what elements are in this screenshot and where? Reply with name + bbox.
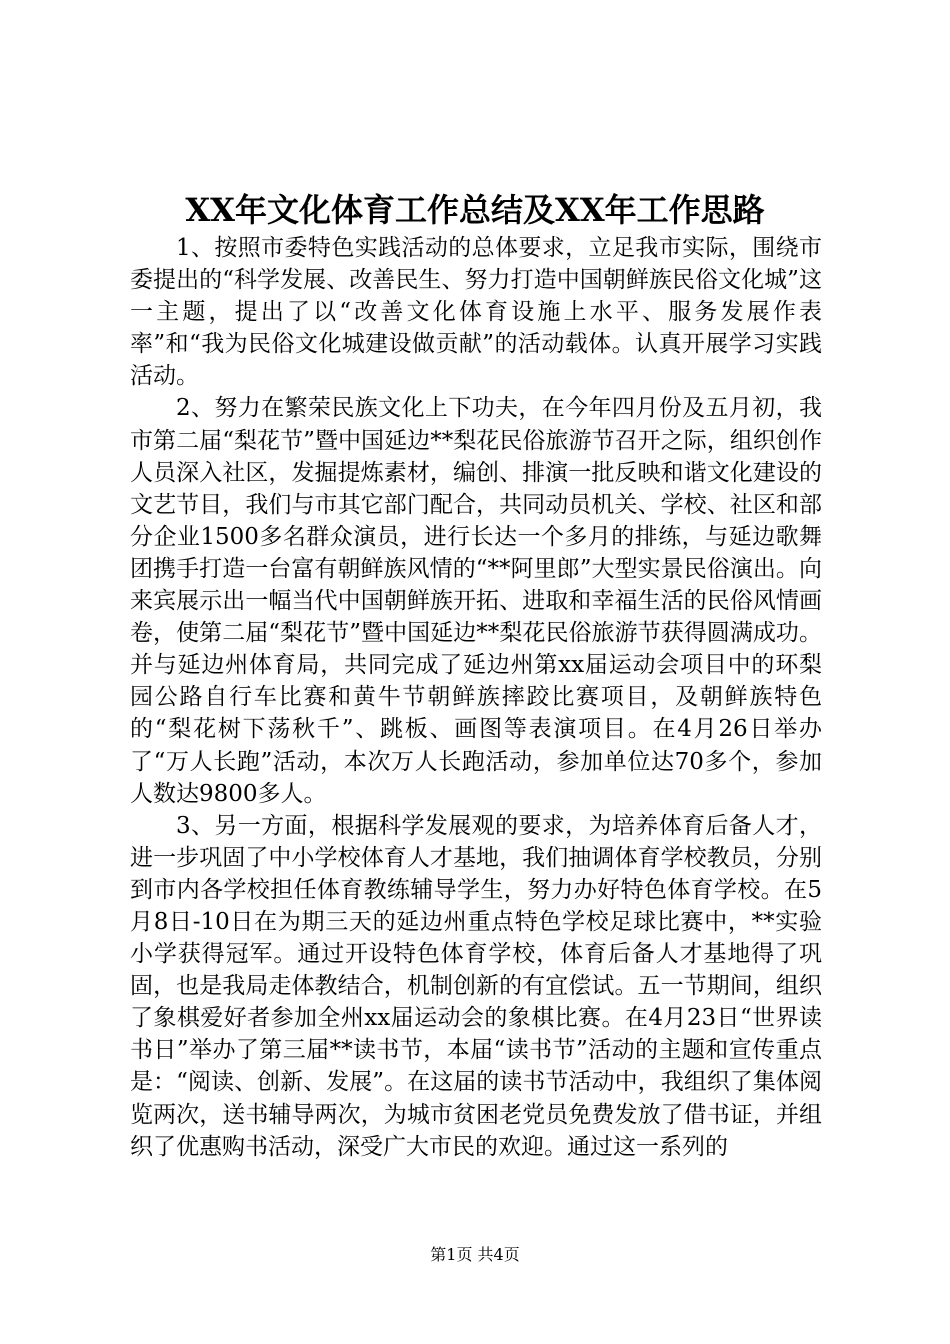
paragraph-3: 3、另一方面，根据科学发展观的要求，为培养体育后备人才，进一步巩固了中小学校体育人才基地，我们抽调体育学校教员，分别到市内各学校担任体育教练辅导学生，努力办好特色体育学校。在5月8日-10日在为期三天的延边州重点特色学校足球比赛中，**实验小学获得冠军。通过开设特色体育学校，体育后备人才基地得了巩固，也是我局走体教结合，机制创新的有宜偿试。五一节期间，组织了象棋爱好者参加全州xx届运动会的象棋比赛。在4月23日“世界读书日”举办了第三届**读书节，本届“读书节”活动的主题和宣传重点是：“阅读、创新、发展”。在这届的读书节活动中，我组织了集体阅览两次，送书辅导两次，为城市贫困老党员免费发放了借书证，并组织了优惠购书活动，深受广大市民的欢迎。通过这一系列的 (130, 812, 822, 1160)
document-body (130, 232, 822, 1163)
page-footer: 第1页 共4页 (430, 1245, 520, 1264)
paragraph-1: 1、按照市委特色实践活动的总体要求，立足我市实际，围绕市委提出的“科学发展、改善民生、努力打造中国朝鲜族民俗文化城”这一主题，提出了以“改善文化体育设施上水平、服务发展作表率”和“我为民俗文化城建设做贡献”的活动载体。认真开展学习实践活动。 (130, 235, 822, 390)
paragraph-2: 2、努力在繁荣民族文化上下功夫，在今年四月份及五月初，我市第二届“梨花节”暨中国延边**梨花民俗旅游节召开之际，组织创作人员深入社区，发掘提炼素材，编创、排演一批反映和谐文化建设的文艺节目，我们与市其它部门配合，共同动员机关、学校、社区和部分企业1500多名群众演员，进行长达一个多月的排练，与延边歌舞团携手打造一台富有朝鲜族风情的“**阿里郎”大型实景民俗演出。向来宾展示出一幅当代中国朝鲜族开拓、进取和幸福生活的民俗风情画卷，使第二届“梨花节”暨中国延边**梨花民俗旅游节获得圆满成功。并与延边州体育局，共同完成了延边州第xx届运动会项目中的环梨园公路自行车比赛和黄牛节朝鲜族摔跤比赛项目，及朝鲜族特色的“梨花树下荡秋千”、跳板、画图等表演项目。在4月26日举办了“万人长跑”活动，本次万人长跑活动，参加单位达70多个，参加人数达9800多人。 (130, 395, 822, 807)
document-title: XX年文化体育工作总结及XX年工作思路 (185, 191, 765, 229)
